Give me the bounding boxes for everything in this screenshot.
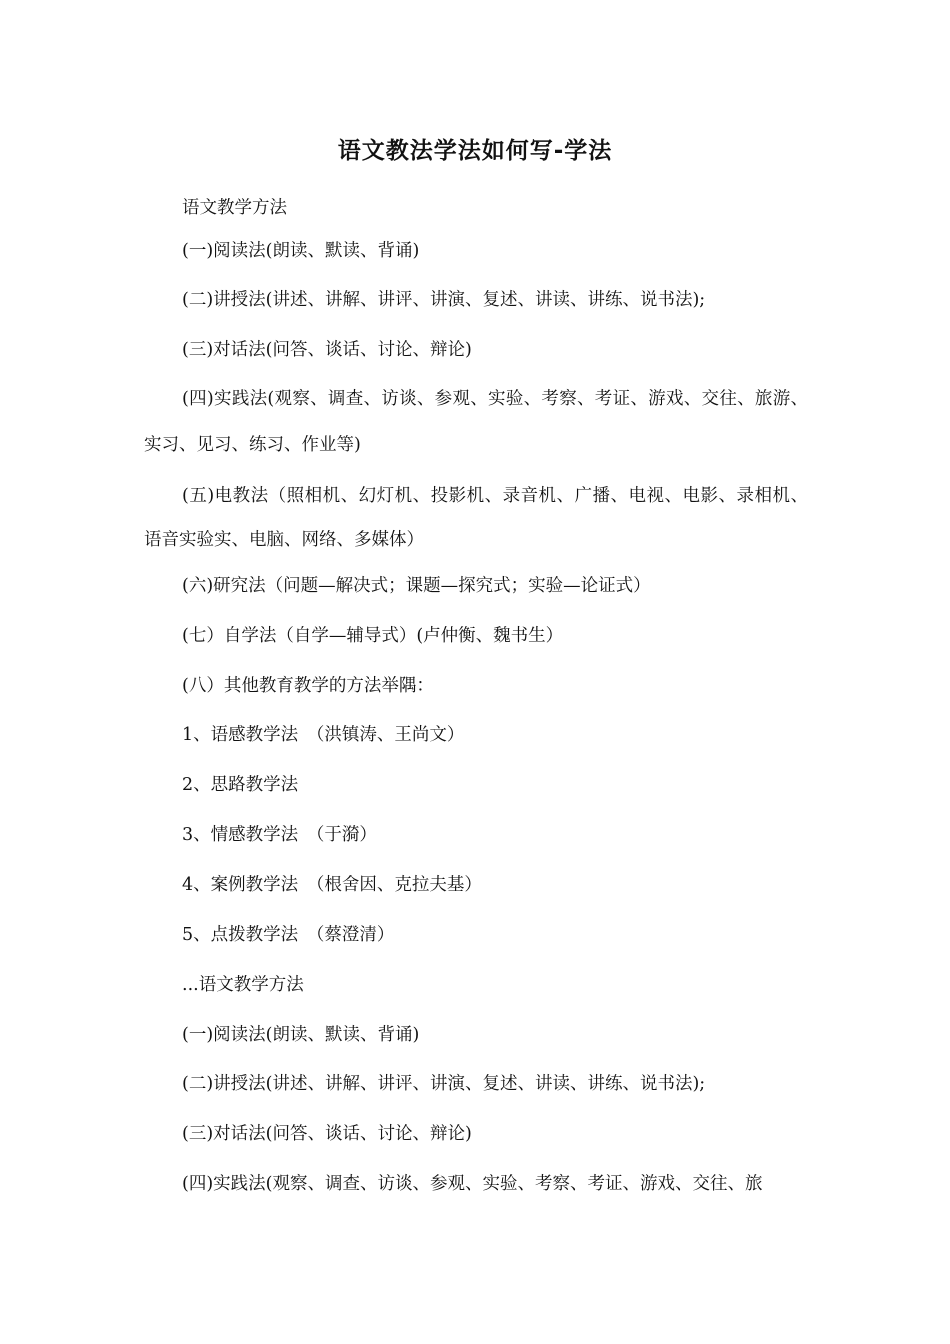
paragraph-heading-methods-repeat: ...语文教学方法 bbox=[182, 975, 304, 995]
paragraph-heading-methods: 语文教学方法 bbox=[182, 198, 287, 218]
paragraph-lecture-method: (二)讲授法(讲述、讲解、讲评、讲演、复述、讲读、讲练、说书法); bbox=[182, 290, 706, 310]
paragraph-lecture-method-repeat: (二)讲授法(讲述、讲解、讲评、讲演、复述、讲读、讲练、说书法); bbox=[182, 1074, 706, 1094]
paragraph-practice-method: (四)实践法(观察、调查、访谈、参观、实验、考察、考证、游戏、交往、旅游、实习、见习、练习、作业等) bbox=[144, 389, 808, 455]
list-item-case-study: 4、案例教学法 （根舍因、克拉夫基） bbox=[182, 875, 482, 895]
paragraph-dialogue-method: (三)对话法(问答、谈话、讨论、辩论) bbox=[182, 340, 472, 360]
list-item-guidance: 5、点拨教学法 （蔡澄清） bbox=[182, 925, 395, 945]
paragraph-research-method: (六)研究法（问题—解决式；课题—探究式；实验—论证式） bbox=[182, 576, 651, 596]
paragraph-reading-method-repeat: (一)阅读法(朗读、默读、背诵) bbox=[182, 1025, 420, 1045]
paragraph-self-study-method: (七）自学法（自学—辅导式）(卢仲衡、魏书生） bbox=[182, 626, 564, 646]
paragraph-audiovisual-method: (五)电教法（照相机、幻灯机、投影机、录音机、广播、电视、电影、录相机、语音实验实、电脑、网络、多媒体） bbox=[144, 486, 808, 550]
paragraph-dialogue-method-repeat: (三)对话法(问答、谈话、讨论、辩论) bbox=[182, 1124, 472, 1144]
paragraph-practice-method-repeat: (四)实践法(观察、调查、访谈、参观、实验、考察、考证、游戏、交往、旅 bbox=[182, 1174, 763, 1194]
list-item-language-sense: 1、语感教学法 （洪镇涛、王尚文） bbox=[182, 725, 465, 745]
paragraph-reading-method: (一)阅读法(朗读、默读、背诵) bbox=[182, 241, 420, 261]
paragraph-other-methods: (八）其他教育教学的方法举隅： bbox=[182, 676, 434, 696]
document-title: 语文教法学法如何写-学法 bbox=[337, 138, 613, 164]
list-item-thinking-path: 2、思路教学法 bbox=[182, 775, 299, 795]
list-item-emotion: 3、情感教学法 （于漪） bbox=[182, 825, 377, 845]
